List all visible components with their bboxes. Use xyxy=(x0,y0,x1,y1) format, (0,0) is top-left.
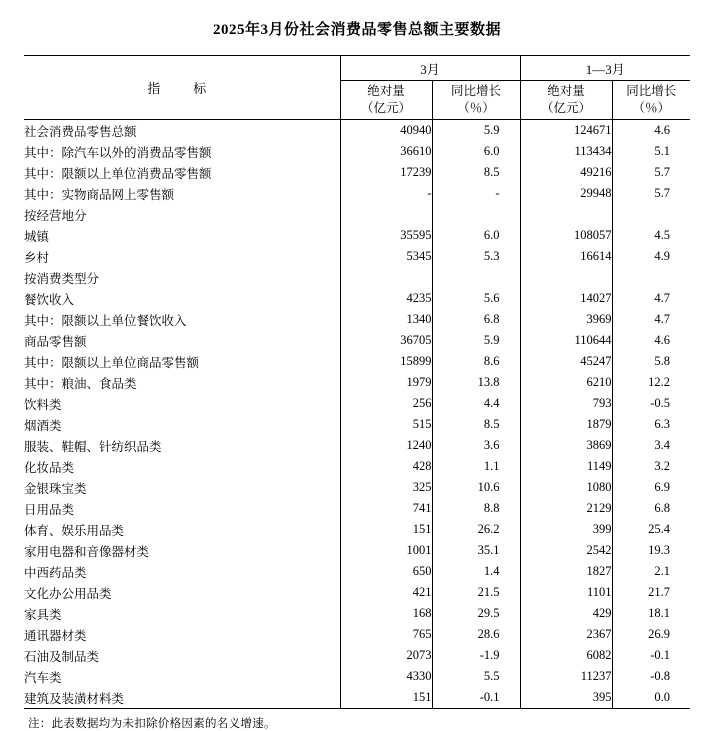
row-label: 服装、鞋帽、针纺织品类 xyxy=(24,439,162,454)
table-row xyxy=(24,582,690,603)
row-label: 金银珠宝类 xyxy=(24,481,87,496)
cell-month-abs xyxy=(340,204,432,225)
cell-quarter-abs: 113434 xyxy=(520,141,612,162)
row-label: 化妆品类 xyxy=(24,460,75,475)
table-row xyxy=(24,141,690,162)
table-row xyxy=(24,414,690,435)
column-header-month-yoy-line1: 同比增长 xyxy=(451,84,502,99)
cell-quarter-yoy xyxy=(612,204,690,225)
retail-sales-table xyxy=(24,55,690,709)
row-label: 烟酒类 xyxy=(24,418,62,433)
column-header-quarter-yoy xyxy=(612,81,690,120)
cell-month-yoy: 5.6 xyxy=(432,288,520,309)
cell-quarter-yoy: 6.8 xyxy=(612,498,690,519)
table-group-header-row xyxy=(24,56,690,81)
row-label: 其中：除汽车以外的消费品零售额 xyxy=(24,145,212,160)
cell-month-yoy: - xyxy=(432,183,520,204)
row-label: 石油及制品类 xyxy=(24,649,100,664)
cell-month-abs: 36705 xyxy=(340,330,432,351)
table-row xyxy=(24,267,690,288)
cell-month-yoy: 35.1 xyxy=(432,540,520,561)
cell-month-yoy: 3.6 xyxy=(432,435,520,456)
table-row xyxy=(24,393,690,414)
cell-quarter-yoy: 4.6 xyxy=(612,330,690,351)
table-row xyxy=(24,624,690,645)
row-label: 其中：实物商品网上零售额 xyxy=(24,187,175,202)
cell-quarter-abs: 2129 xyxy=(520,498,612,519)
cell-quarter-abs: 1149 xyxy=(520,456,612,477)
cell-month-yoy: 28.6 xyxy=(432,624,520,645)
table-note: 注：此表数据均为未扣除价格因素的名义增速。 xyxy=(28,718,276,730)
table-row xyxy=(24,204,690,225)
cell-quarter-yoy: 2.1 xyxy=(612,561,690,582)
cell-month-yoy: 5.5 xyxy=(432,666,520,687)
row-label: 家用电器和音像器材类 xyxy=(24,544,150,559)
cell-quarter-abs: 1827 xyxy=(520,561,612,582)
cell-quarter-abs: 11237 xyxy=(520,666,612,687)
cell-month-abs: 421 xyxy=(340,582,432,603)
cell-quarter-yoy: 5.7 xyxy=(612,183,690,204)
column-header-month-abs-line1: 绝对量 xyxy=(367,84,405,99)
column-header-quarter-yoy-line2: （％） xyxy=(632,101,671,115)
row-label: 饮料类 xyxy=(24,397,62,412)
cell-month-abs: 1979 xyxy=(340,372,432,393)
row-label: 建筑及装潢材料类 xyxy=(24,687,340,709)
row-label: 通讯器材类 xyxy=(24,628,87,643)
cell-quarter-abs: 108057 xyxy=(520,225,612,246)
cell-quarter-abs: 49216 xyxy=(520,162,612,183)
cell-month-yoy: -0.1 xyxy=(432,687,520,709)
page-title: 2025年3月份社会消费品零售总额主要数据 xyxy=(212,22,501,38)
column-header-month-abs xyxy=(340,81,432,120)
cell-quarter-abs: 45247 xyxy=(520,351,612,372)
table-row xyxy=(24,309,690,330)
cell-month-yoy: 6.8 xyxy=(432,309,520,330)
cell-quarter-yoy: 19.3 xyxy=(612,540,690,561)
cell-quarter-abs: 429 xyxy=(520,603,612,624)
cell-month-yoy: 6.0 xyxy=(432,141,520,162)
row-label: 餐饮收入 xyxy=(24,292,75,307)
table-row xyxy=(24,330,690,351)
table-row xyxy=(24,183,690,204)
cell-quarter-yoy: -0.1 xyxy=(612,645,690,666)
cell-quarter-yoy: 18.1 xyxy=(612,603,690,624)
row-label: 城镇 xyxy=(24,229,50,244)
row-label: 文化办公用品类 xyxy=(24,586,112,601)
table-row xyxy=(24,645,690,666)
cell-month-abs: 765 xyxy=(340,624,432,645)
row-label: 家具类 xyxy=(24,607,62,622)
cell-month-yoy: -1.9 xyxy=(432,645,520,666)
row-label: 体育、娱乐用品类 xyxy=(24,523,125,538)
cell-quarter-abs: 29948 xyxy=(520,183,612,204)
table-row xyxy=(24,603,690,624)
cell-quarter-yoy: 6.3 xyxy=(612,414,690,435)
cell-quarter-yoy: 4.6 xyxy=(612,120,690,142)
row-label: 按消费类型分 xyxy=(24,271,100,286)
cell-quarter-abs: 1080 xyxy=(520,477,612,498)
column-group-quarter: 1—3月 xyxy=(520,56,690,81)
cell-month-abs xyxy=(340,267,432,288)
row-label: 其中：限额以上单位商品零售额 xyxy=(24,355,200,370)
row-label: 中西药品类 xyxy=(24,565,87,580)
cell-quarter-yoy: 26.9 xyxy=(612,624,690,645)
cell-month-abs: 515 xyxy=(340,414,432,435)
cell-month-yoy: 8.8 xyxy=(432,498,520,519)
table-row xyxy=(24,561,690,582)
cell-quarter-yoy: 3.2 xyxy=(612,456,690,477)
cell-quarter-yoy: 12.2 xyxy=(612,372,690,393)
cell-month-yoy: 26.2 xyxy=(432,519,520,540)
row-label: 其中：限额以上单位消费品零售额 xyxy=(24,166,212,181)
cell-month-yoy: 8.5 xyxy=(432,414,520,435)
cell-month-yoy xyxy=(432,267,520,288)
cell-quarter-yoy: 25.4 xyxy=(612,519,690,540)
column-header-index: 指 标 xyxy=(24,56,340,120)
table-row xyxy=(24,666,690,687)
cell-month-abs: 151 xyxy=(340,519,432,540)
cell-quarter-abs: 124671 xyxy=(520,120,612,142)
cell-month-yoy: 8.6 xyxy=(432,351,520,372)
cell-quarter-abs xyxy=(520,267,612,288)
cell-month-yoy: 4.4 xyxy=(432,393,520,414)
cell-quarter-abs: 395 xyxy=(520,687,612,709)
cell-quarter-abs: 6082 xyxy=(520,645,612,666)
cell-quarter-yoy: 5.7 xyxy=(612,162,690,183)
cell-month-abs: - xyxy=(340,183,432,204)
cell-month-yoy: 21.5 xyxy=(432,582,520,603)
cell-quarter-abs: 6210 xyxy=(520,372,612,393)
cell-month-abs: 256 xyxy=(340,393,432,414)
column-header-quarter-abs-line1: 绝对量 xyxy=(547,84,585,99)
cell-quarter-yoy: 3.4 xyxy=(612,435,690,456)
cell-quarter-abs: 110644 xyxy=(520,330,612,351)
table-row xyxy=(24,687,690,709)
table-row xyxy=(24,477,690,498)
table-row xyxy=(24,351,690,372)
table-row xyxy=(24,456,690,477)
table-body xyxy=(24,120,690,709)
cell-quarter-abs: 2542 xyxy=(520,540,612,561)
cell-quarter-abs: 399 xyxy=(520,519,612,540)
cell-month-yoy: 10.6 xyxy=(432,477,520,498)
cell-quarter-yoy: -0.8 xyxy=(612,666,690,687)
cell-month-yoy: 8.5 xyxy=(432,162,520,183)
column-group-month: 3月 xyxy=(340,56,520,81)
cell-quarter-abs: 1101 xyxy=(520,582,612,603)
cell-month-yoy: 1.4 xyxy=(432,561,520,582)
cell-month-abs: 2073 xyxy=(340,645,432,666)
row-label: 按经营地分 xyxy=(24,208,87,223)
cell-month-yoy xyxy=(432,204,520,225)
cell-month-abs: 151 xyxy=(340,687,432,709)
cell-quarter-abs xyxy=(520,204,612,225)
cell-month-abs: 40940 xyxy=(340,120,432,142)
column-header-month-abs-line2: （亿元） xyxy=(360,101,411,115)
cell-month-abs: 741 xyxy=(340,498,432,519)
cell-quarter-abs: 793 xyxy=(520,393,612,414)
cell-quarter-abs: 3869 xyxy=(520,435,612,456)
cell-month-abs: 1001 xyxy=(340,540,432,561)
cell-month-abs: 325 xyxy=(340,477,432,498)
cell-month-yoy: 5.3 xyxy=(432,246,520,267)
cell-month-abs: 650 xyxy=(340,561,432,582)
cell-quarter-yoy: 0.0 xyxy=(612,687,690,709)
table-row xyxy=(24,435,690,456)
cell-quarter-abs: 1879 xyxy=(520,414,612,435)
cell-month-yoy: 6.0 xyxy=(432,225,520,246)
table-row xyxy=(24,519,690,540)
table-row xyxy=(24,162,690,183)
cell-month-yoy: 29.5 xyxy=(432,603,520,624)
cell-month-yoy: 5.9 xyxy=(432,120,520,142)
cell-month-abs: 168 xyxy=(340,603,432,624)
cell-month-yoy: 1.1 xyxy=(432,456,520,477)
cell-month-abs: 36610 xyxy=(340,141,432,162)
column-header-quarter-abs xyxy=(520,81,612,120)
cell-quarter-yoy: 4.7 xyxy=(612,309,690,330)
table-row xyxy=(24,246,690,267)
row-label: 日用品类 xyxy=(24,502,75,517)
row-label: 社会消费品零售总额 xyxy=(24,120,340,142)
table-head xyxy=(24,56,690,120)
row-label: 汽车类 xyxy=(24,670,62,685)
table-row xyxy=(24,120,690,142)
cell-quarter-yoy: 5.8 xyxy=(612,351,690,372)
cell-quarter-abs: 14027 xyxy=(520,288,612,309)
row-label: 乡村 xyxy=(24,250,50,265)
row-label: 商品零售额 xyxy=(24,334,87,349)
cell-quarter-yoy: 4.5 xyxy=(612,225,690,246)
cell-quarter-yoy: 5.1 xyxy=(612,141,690,162)
cell-month-abs: 428 xyxy=(340,456,432,477)
cell-quarter-yoy: 21.7 xyxy=(612,582,690,603)
table-row xyxy=(24,372,690,393)
cell-month-yoy: 5.9 xyxy=(432,330,520,351)
row-label: 其中：粮油、食品类 xyxy=(24,376,137,391)
column-header-month-yoy-line2: （％） xyxy=(457,101,495,115)
column-header-quarter-abs-line2: （亿元） xyxy=(541,101,592,115)
cell-month-abs: 35595 xyxy=(340,225,432,246)
column-header-month-yoy xyxy=(432,81,520,120)
cell-quarter-abs: 16614 xyxy=(520,246,612,267)
cell-month-abs: 1240 xyxy=(340,435,432,456)
cell-quarter-yoy xyxy=(612,267,690,288)
table-row xyxy=(24,288,690,309)
cell-month-yoy: 13.8 xyxy=(432,372,520,393)
row-label: 其中：限额以上单位餐饮收入 xyxy=(24,313,187,328)
table-row xyxy=(24,225,690,246)
cell-month-abs: 4235 xyxy=(340,288,432,309)
cell-month-abs: 4330 xyxy=(340,666,432,687)
cell-month-abs: 5345 xyxy=(340,246,432,267)
column-header-quarter-yoy-line1: 同比增长 xyxy=(626,84,677,99)
table-row xyxy=(24,498,690,519)
table-row xyxy=(24,540,690,561)
cell-quarter-yoy: 4.7 xyxy=(612,288,690,309)
cell-quarter-yoy: -0.5 xyxy=(612,393,690,414)
cell-quarter-yoy: 6.9 xyxy=(612,477,690,498)
cell-quarter-abs: 2367 xyxy=(520,624,612,645)
cell-month-abs: 17239 xyxy=(340,162,432,183)
cell-month-abs: 1340 xyxy=(340,309,432,330)
cell-month-abs: 15899 xyxy=(340,351,432,372)
cell-quarter-yoy: 4.9 xyxy=(612,246,690,267)
cell-quarter-abs: 3969 xyxy=(520,309,612,330)
